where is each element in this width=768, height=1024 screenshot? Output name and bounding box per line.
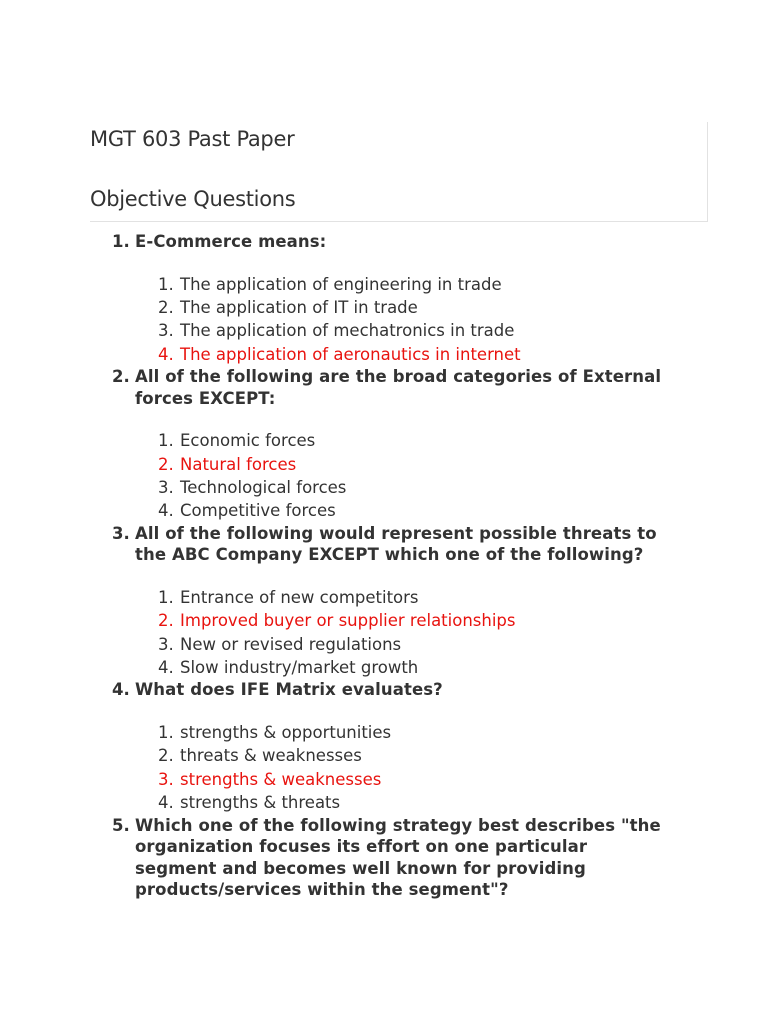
answer-text: strengths & weaknesses <box>180 769 382 789</box>
answer-number: 1. <box>158 722 174 742</box>
answer-text: The application of IT in trade <box>180 297 418 317</box>
answer-number: 2. <box>158 454 174 474</box>
answer-list <box>135 429 672 523</box>
question-text: Which one of the following strategy best describes "the organization focuses its effort on one particular segment and becomes well known for providing products/services within the segment"? <box>135 815 661 899</box>
answer-number: 1. <box>158 431 174 451</box>
question-item <box>0 815 768 901</box>
answer-number: 3. <box>158 321 174 341</box>
answer-number: 2. <box>158 746 174 766</box>
answer-text: The application of mechatronics in trade <box>180 321 515 341</box>
correct-answer-option <box>135 609 672 632</box>
answer-option <box>135 319 672 342</box>
answer-text: Improved buyer or supplier relationships <box>180 611 516 631</box>
answer-option <box>135 499 672 522</box>
answer-list <box>135 273 672 367</box>
answer-option <box>135 744 672 767</box>
question-text: All of the following would represent possible threats to the ABC Company EXCEPT which one of the following? <box>135 523 657 565</box>
answer-list <box>135 586 672 680</box>
answer-text: strengths & opportunities <box>180 722 392 742</box>
answer-text: Entrance of new competitors <box>180 587 419 607</box>
page-title: MGT 603 Past Paper <box>90 127 295 151</box>
answer-option <box>135 721 672 744</box>
answer-number: 4. <box>158 344 174 364</box>
answer-list <box>135 721 672 815</box>
question-number: 5. <box>112 815 130 835</box>
answer-text: Natural forces <box>180 454 297 474</box>
answer-option <box>135 586 672 609</box>
answer-number: 2. <box>158 611 174 631</box>
answer-text: New or revised regulations <box>180 634 402 654</box>
answer-option <box>135 656 672 679</box>
question-item <box>0 679 768 814</box>
answer-number: 4. <box>158 657 174 677</box>
question-number: 4. <box>112 680 130 700</box>
answer-option <box>135 791 672 814</box>
question-number: 1. <box>112 232 130 251</box>
question-text: E-Commerce means: <box>135 232 327 251</box>
question-number: 2. <box>112 367 130 387</box>
answer-number: 3. <box>158 477 174 497</box>
answer-number: 3. <box>158 634 174 654</box>
answer-option <box>135 429 672 452</box>
section-title: Objective Questions <box>90 187 296 211</box>
answer-number: 4. <box>158 501 174 521</box>
answer-text: The application of aeronautics in internet <box>180 344 521 364</box>
answer-option <box>135 296 672 319</box>
answer-option <box>135 633 672 656</box>
document-header <box>90 122 708 222</box>
question-list <box>0 231 768 901</box>
answer-text: Competitive forces <box>180 501 336 521</box>
question-text: All of the following are the broad categories of External forces EXCEPT: <box>135 367 662 408</box>
answer-text: The application of engineering in trade <box>180 274 502 294</box>
question-item <box>0 366 768 523</box>
answer-number: 4. <box>158 793 174 813</box>
correct-answer-option <box>135 453 672 476</box>
question-item <box>0 523 768 680</box>
answer-number: 3. <box>158 769 174 789</box>
answer-option <box>135 476 672 499</box>
correct-answer-option <box>135 768 672 791</box>
answer-number: 1. <box>158 587 174 607</box>
answer-text: Economic forces <box>180 431 316 451</box>
answer-text: strengths & threats <box>180 793 341 813</box>
answer-number: 1. <box>158 274 174 294</box>
answer-text: Technological forces <box>180 477 347 497</box>
question-number: 3. <box>112 523 130 543</box>
correct-answer-option <box>135 343 672 366</box>
answer-option <box>135 273 672 296</box>
answer-number: 2. <box>158 297 174 317</box>
answer-text: Slow industry/market growth <box>180 657 419 677</box>
answer-text: threats & weaknesses <box>180 746 362 766</box>
question-item <box>0 231 768 366</box>
question-text: What does IFE Matrix evaluates? <box>135 680 443 700</box>
